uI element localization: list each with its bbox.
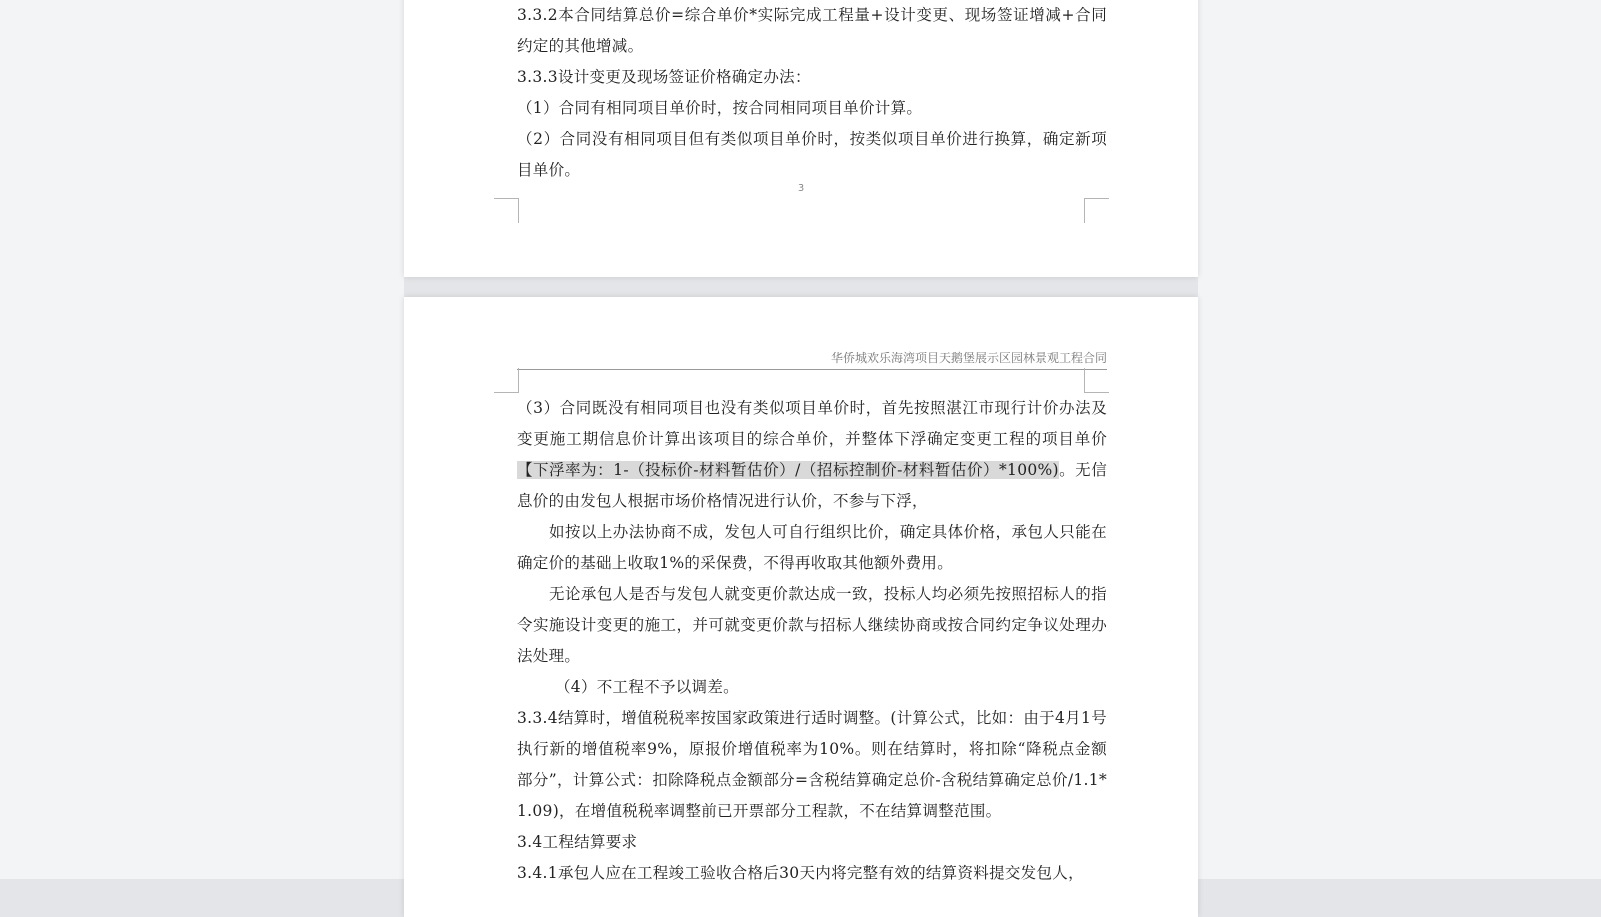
paragraph-3-4: 3.4工程结算要求 — [517, 833, 638, 851]
margin-marker-bottom-left — [494, 198, 519, 223]
paragraph-3-3-2: 3.3.2本合同结算总价=综合单价*实际完成工程量+设计变更、现场签证增减+合同约定的其他增减。 — [517, 6, 1107, 55]
paragraph-3-3-4: 3.3.4结算时，增值税税率按国家政策进行适时调整。(计算公式，比如：由于4月1号执行新的增值税率9%，原报价增值税率为10%。则在结算时，将扣除“降税点金额部分”，计算公式：扣除降税点金额部分=含税结算确定总价-含税结算确定总价/1.1*1.09)，在增值税税率调整前已开票部分工程款，不在结算调整范围。 — [517, 709, 1107, 820]
paragraph-3-4-1: 3.4.1承包人应在工程竣工验收合格后30天内将完整有效的结算资料提交发包人， — [517, 864, 1084, 882]
highlighted-formula[interactable]: 【下浮率为：1-（投标价-材料暂估价）/（招标控制价-材料暂估价）*100%) — [517, 461, 1059, 479]
right-gutter — [1198, 0, 1601, 879]
item-3-text: （3）合同既没有相同项目也没有类似项目单价时，首先按照湛江市现行计价办法及变更施工期信息价计算出该项目的综合单价，并整体下浮确定变更工程的项目单价 — [517, 399, 1107, 448]
item-3-text-end: 。无信息价的由发包人根据市场价格情况进行认价，不参与下浮， — [517, 461, 1108, 510]
paragraph-regardless: 无论承包人是否与发包人就变更价款达成一致，投标人均必须先按照招标人的指令实施设计变更的施工，并可就变更价款与招标人继续协商或按合同约定争议处理办法处理。 — [517, 585, 1107, 665]
paragraph-item-2: （2）合同没有相同项目但有类似项目单价时，按类似项目单价进行换算，确定新项目单价。 — [517, 130, 1107, 179]
margin-marker-bottom-right — [1084, 198, 1109, 223]
left-gutter — [0, 0, 404, 879]
header-rule — [517, 369, 1107, 370]
paragraph-item-4: （4）不工程不予以调差。 — [555, 678, 739, 696]
page-number: 3 — [797, 183, 805, 194]
margin-marker-top-right — [1084, 368, 1109, 393]
paragraph-item-3 — [517, 393, 1107, 517]
margin-marker-top-left — [494, 368, 519, 393]
document-page-3 — [404, 0, 1198, 277]
paragraph-3-3-3: 3.3.3设计变更及现场签证价格确定办法： — [517, 68, 811, 86]
page-body — [517, 393, 1107, 889]
document-page-4 — [404, 297, 1198, 917]
paragraph-item-1: （1）合同有相同项目单价时，按合同相同项目单价计算。 — [517, 99, 923, 117]
page-header: 华侨城欢乐海湾项目天鹅堡展示区园林景观工程合同 — [830, 351, 1107, 365]
page-body — [517, 0, 1107, 186]
paragraph-negotiation: 如按以上办法协商不成，发包人可自行组织比价，确定具体价格，承包人只能在确定价的基础上收取1%的采保费，不得再收取其他额外费用。 — [517, 523, 1107, 572]
